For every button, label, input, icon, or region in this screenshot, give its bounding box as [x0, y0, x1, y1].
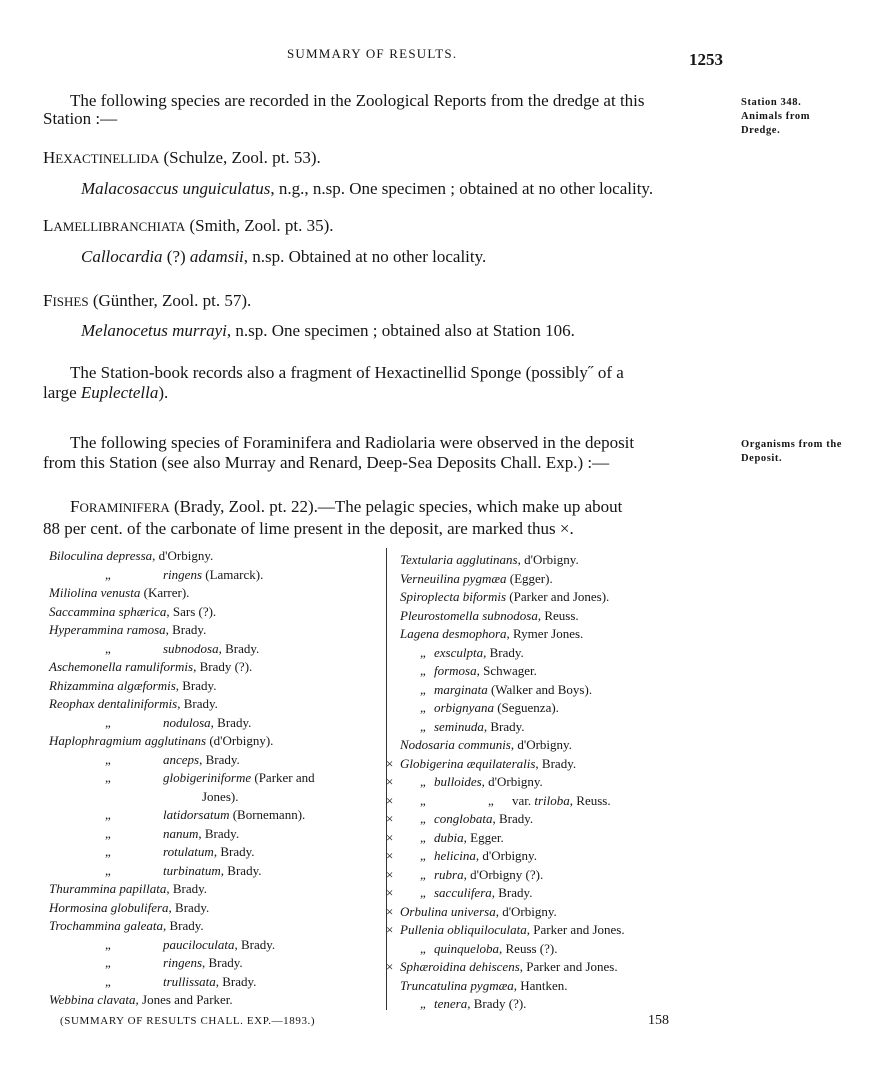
- group-species: Melanocetus murrayi, n.sp. One specimen ; obtained also at Station 106.: [81, 321, 575, 340]
- species-name: orbignyana: [434, 700, 494, 715]
- ditto-mark: „: [420, 940, 426, 956]
- species-name: Lagena desmophora: [400, 626, 507, 641]
- species-authority: , Reuss (?).: [499, 940, 558, 956]
- species-authority: , Reuss.: [569, 792, 611, 808]
- ditto-mark: „: [420, 885, 426, 900]
- species-authority: , Parker and Jones.: [519, 959, 618, 974]
- species-authority: , Jones and Parker.: [135, 992, 233, 1007]
- species-authority: (Egger).: [506, 570, 553, 586]
- species-authority: , Brady.: [175, 677, 217, 693]
- species-authority: , Brady.: [220, 862, 262, 878]
- species-authority: , Brady.: [202, 955, 243, 970]
- ditto-mark: „: [420, 811, 426, 826]
- pelagic-mark: ×: [386, 792, 394, 808]
- pelagic-mark: ×: [386, 922, 394, 937]
- station-book-line-1: The Station-book records also a fragment of Hexactinellid Sponge (possibly˝ of a: [70, 363, 624, 382]
- ditto-mark: „: [420, 700, 426, 715]
- ditto-mark: „: [420, 848, 426, 863]
- species-authority: , d'Orbigny.: [495, 903, 557, 919]
- ditto-mark: „: [105, 973, 111, 989]
- ditto-mark: „: [105, 807, 111, 822]
- species-name: Verneuilina pygmæa: [400, 570, 507, 586]
- species-name: turbinatum: [163, 862, 221, 878]
- ditto-mark: „: [420, 663, 426, 678]
- species-name: Nodosaria communis: [400, 737, 511, 752]
- species-name: latidorsatum: [163, 807, 230, 822]
- margin-note-animals: Animals from Dredge.: [741, 111, 811, 136]
- species-authority: , Egger.: [463, 829, 504, 845]
- ditto-mark: „: [105, 770, 111, 785]
- deposit-line-1: The following species of Foraminifera and Radiolaria were observed in the deposit: [70, 433, 635, 452]
- ditto-mark: „: [105, 862, 111, 878]
- species-authority: , Brady (?).: [467, 996, 527, 1011]
- group-species: Malacosaccus unguiculatus, n.g., n.sp. One specimen ; obtained at no other locality.: [81, 179, 654, 198]
- species-authority: , Brady.: [535, 755, 577, 771]
- species-name: Pleurostomella subnodosa: [400, 607, 538, 623]
- foram-intro-line-2: 88 per cent. of the carbonate of lime present in the deposit, are marked thus ×.: [43, 519, 574, 538]
- species-authority: , Brady.: [213, 844, 255, 859]
- species-name: Trochammina galeata: [49, 918, 163, 933]
- species-name: ringens: [163, 566, 202, 582]
- species-name: Biloculina depressa: [49, 548, 153, 563]
- pelagic-mark: ×: [386, 848, 394, 863]
- species-name: triloba: [534, 792, 570, 808]
- species-authority: (Lamarck).: [202, 566, 264, 582]
- species-authority: (Parker and: [251, 770, 315, 785]
- running-title: SUMMARY OF RESULTS.: [287, 46, 458, 61]
- pelagic-mark: ×: [386, 829, 394, 845]
- species-authority: , Reuss.: [537, 607, 579, 623]
- species-name: rotulatum: [163, 844, 214, 859]
- species-authority: , Brady.: [165, 622, 207, 637]
- species-authority: (Karrer).: [140, 585, 190, 600]
- species-authority: , Hantken.: [513, 977, 568, 993]
- intro-line-2: Station :—: [43, 109, 118, 128]
- species-authority: Jones).: [202, 788, 239, 804]
- species-authority: , d'Orbigny.: [510, 737, 572, 752]
- species-authority: , Sars (?).: [166, 603, 217, 619]
- species-authority: , Brady.: [166, 881, 208, 896]
- species-name: Spiroplecta biformis: [400, 589, 507, 604]
- species-name: Aschemonella ramuliformis: [49, 659, 194, 674]
- species-name: Thurammina papillata: [49, 881, 167, 896]
- species-name: marginata: [434, 681, 488, 697]
- species-authority: , d'Orbigny.: [152, 548, 214, 563]
- species-authority: , Brady.: [163, 918, 204, 933]
- species-name: Reophax dentaliniformis: [49, 696, 178, 711]
- ditto-mark: „: [420, 774, 426, 789]
- group-heading: LAMELLIBRANCHIATA (Smith, Zool. pt. 35).: [43, 216, 334, 235]
- species-name: Hormosina globulifera: [49, 899, 169, 915]
- species-name: globigeriniforme: [163, 770, 252, 785]
- species-name: Orbulina universa: [400, 903, 496, 919]
- ditto-mark: „: [420, 866, 426, 882]
- station-book-line-2: large Euplectella).: [43, 383, 169, 402]
- species-authority: (Parker and Jones).: [506, 589, 610, 604]
- species-name: nodulosa: [163, 714, 211, 730]
- species-authority: , d'Orbigny (?).: [463, 866, 544, 882]
- ditto-mark: „: [420, 644, 426, 660]
- species-authority: , Brady.: [492, 811, 534, 826]
- species-authority: (Bornemann).: [229, 807, 306, 822]
- ditto-mark: „: [488, 792, 494, 808]
- ditto-mark: „: [420, 718, 426, 734]
- species-name: Globigerina æquilateralis: [400, 755, 536, 771]
- pelagic-mark: ×: [386, 755, 394, 771]
- species-authority: (Walker and Boys).: [487, 681, 593, 697]
- species-name: nanum: [163, 825, 199, 841]
- species-name: rubra: [434, 866, 464, 882]
- species-name: quinqueloba: [434, 940, 499, 956]
- species-name: Sphæroidina dehiscens: [400, 959, 520, 974]
- pelagic-mark: ×: [386, 959, 394, 974]
- species-authority: , d'Orbigny.: [517, 552, 579, 567]
- species-authority: , d'Orbigny.: [481, 774, 543, 789]
- pelagic-mark: ×: [386, 866, 394, 882]
- species-authority: , Parker and Jones.: [526, 922, 625, 937]
- signature-number: 158: [648, 1013, 669, 1028]
- species-authority: , Brady.: [483, 718, 525, 734]
- ditto-mark: „: [420, 829, 426, 845]
- species-authority: (d'Orbigny).: [206, 733, 274, 748]
- species-name: Webbina clavata: [49, 992, 136, 1007]
- species-name: Haplophragmium agglutinans: [49, 733, 207, 748]
- ditto-mark: „: [105, 844, 111, 859]
- pelagic-mark: ×: [386, 885, 394, 900]
- variety-label: var.: [512, 792, 535, 808]
- species-authority: , Brady.: [198, 825, 240, 841]
- species-name: bulloides: [434, 774, 482, 789]
- ditto-mark: „: [420, 681, 426, 697]
- species-name: sacculifera: [434, 885, 492, 900]
- species-authority: , Brady (?).: [193, 659, 253, 674]
- ditto-mark: „: [420, 792, 426, 808]
- species-name: Truncatulina pygmæa: [400, 977, 514, 993]
- species-name: ringens: [163, 955, 202, 970]
- foram-intro-line-1: FORAMINIFERA (Brady, Zool. pt. 22).—The pelagic species, which make up about: [70, 497, 623, 516]
- pelagic-mark: ×: [386, 774, 394, 789]
- species-name: seminuda: [434, 718, 484, 734]
- ditto-mark: „: [105, 751, 111, 767]
- ditto-mark: „: [105, 714, 111, 730]
- ditto-mark: „: [105, 955, 111, 970]
- ditto-mark: „: [105, 936, 111, 952]
- species-name: Saccammina sphærica: [49, 603, 167, 619]
- species-name: formosa: [434, 663, 477, 678]
- species-authority: , Brady.: [199, 751, 240, 767]
- species-authority: , Brady.: [234, 936, 276, 952]
- species-authority: , Rymer Jones.: [506, 626, 584, 641]
- intro-line-1: The following species are recorded in the Zoological Reports from the dredge at this: [70, 91, 645, 110]
- group-heading: HEXACTINELLIDA (Schulze, Zool. pt. 53).: [43, 148, 321, 167]
- species-authority: , Brady.: [215, 973, 257, 989]
- species-authority: , Brady.: [210, 714, 252, 730]
- footer-imprint: (SUMMARY OF RESULTS CHALL. EXP.—1893.): [60, 1015, 316, 1027]
- species-name: anceps: [163, 751, 200, 767]
- species-authority: , Schwager.: [476, 663, 537, 678]
- species-authority: , Brady.: [491, 885, 533, 900]
- group-heading: FISHES (Günther, Zool. pt. 57).: [43, 291, 252, 310]
- ditto-mark: „: [420, 996, 426, 1011]
- ditto-mark: „: [105, 566, 111, 582]
- ditto-mark: „: [105, 825, 111, 841]
- species-authority: , Brady.: [168, 899, 210, 915]
- species-name: conglobata: [434, 811, 493, 826]
- species-authority: , Brady.: [218, 640, 260, 656]
- species-name: helicina: [434, 848, 476, 863]
- species-name: subnodosa: [163, 640, 219, 656]
- species-name: tenera: [434, 996, 468, 1011]
- species-authority: , Brady.: [483, 644, 524, 660]
- species-authority: , d'Orbigny.: [475, 848, 537, 863]
- species-name: trullissata: [163, 973, 216, 989]
- species-name: Rhizammina algæformis: [49, 677, 176, 693]
- species-name: pauciloculata: [163, 936, 235, 952]
- species-authority: , Brady.: [177, 696, 218, 711]
- deposit-line-2: from this Station (see also Murray and Renard, Deep-Sea Deposits Chall. Exp.) :—: [43, 453, 610, 472]
- species-name: Miliolina venusta: [49, 585, 141, 600]
- margin-note-organisms: Organisms from the Deposit.: [741, 439, 843, 464]
- species-name: dubia: [434, 829, 464, 845]
- ditto-mark: „: [105, 640, 111, 656]
- species-name: Hyperammina ramosa: [49, 622, 166, 637]
- species-name: exsculpta: [434, 644, 484, 660]
- pelagic-mark: ×: [386, 903, 394, 919]
- species-name: Pullenia obliquiloculata: [400, 922, 527, 937]
- margin-note-station: Station 348.: [741, 97, 802, 108]
- species-name: Textularia agglutinans: [400, 552, 518, 567]
- species-authority: (Seguenza).: [493, 700, 559, 715]
- group-species: Callocardia (?) adamsii, n.sp. Obtained at no other locality.: [81, 247, 487, 266]
- pelagic-mark: ×: [386, 811, 394, 826]
- page-number: 1253: [689, 50, 723, 69]
